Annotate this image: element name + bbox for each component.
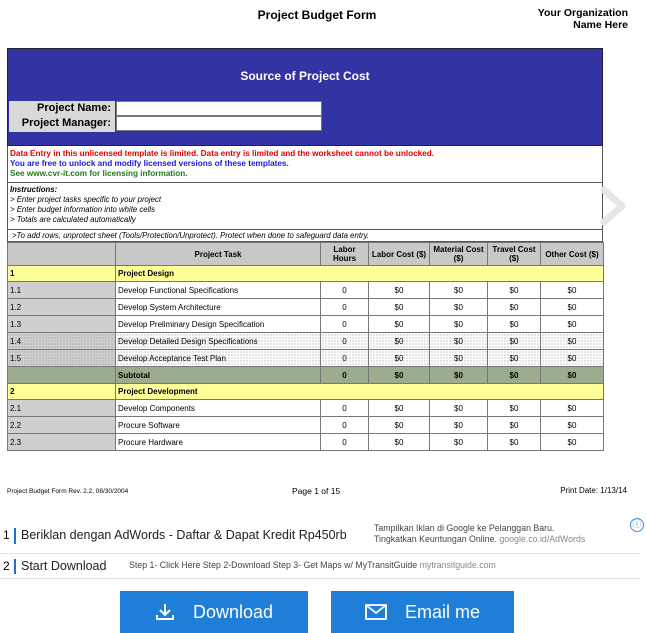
value-cell[interactable]: 0 — [321, 417, 369, 434]
row-number: 2.1 — [8, 400, 116, 417]
organization-name — [538, 7, 628, 31]
column-header-labor-cost: Labor Cost ($) — [369, 243, 430, 266]
value-cell: $0 — [430, 316, 488, 333]
column-header-task: Project Task — [116, 243, 321, 266]
ad-title-link[interactable]: Beriklan dengan AdWords - Daftar & Dapat Kredit Rp450rb — [21, 528, 347, 542]
value-cell: $0 — [541, 350, 604, 367]
notice-line-2: You are free to unlock and modify licensed versions of these templates. — [10, 159, 289, 168]
ad-number: 1 — [3, 528, 10, 542]
notice-line-3: See www.cvr-it.com for licensing information. — [10, 169, 188, 178]
table-row — [8, 316, 604, 333]
value-cell: $0 — [430, 333, 488, 350]
row-number: 1.5 — [8, 350, 116, 367]
row-number: 1.2 — [8, 299, 116, 316]
ad-number: 2 — [3, 559, 10, 573]
value-cell[interactable]: 0 — [321, 350, 369, 367]
project-name-label: Project Name: — [37, 102, 111, 114]
ad-title-link[interactable]: Start Download — [21, 559, 107, 573]
chevron-right-icon[interactable] — [598, 186, 628, 226]
section-name: Project Development — [116, 384, 604, 400]
table-row — [8, 400, 604, 417]
value-cell[interactable]: 0 — [321, 333, 369, 350]
task-name-cell[interactable]: Develop Detailed Design Specifications — [116, 333, 321, 350]
row-number: 2.3 — [8, 434, 116, 451]
row-number: 1.3 — [8, 316, 116, 333]
project-manager-label: Project Manager: — [21, 117, 111, 129]
section-number: 2 — [8, 384, 116, 400]
task-name-cell[interactable]: Procure Hardware — [116, 434, 321, 451]
table-header-row — [8, 243, 604, 266]
task-name-cell[interactable]: Procure Software — [116, 417, 321, 434]
mail-icon — [365, 604, 387, 620]
value-cell: $0 — [369, 316, 430, 333]
task-name-cell[interactable]: Develop Preliminary Design Specification — [116, 316, 321, 333]
value-cell[interactable]: 0 — [321, 400, 369, 417]
ad-item[interactable] — [0, 519, 640, 549]
task-name-cell[interactable]: Develop System Architecture — [116, 299, 321, 316]
ad-url[interactable]: google.co.id/AdWords — [499, 534, 586, 544]
table-row — [8, 434, 604, 451]
row-number: 2.2 — [8, 417, 116, 434]
email-button[interactable] — [331, 591, 514, 633]
notice-line-1: Data Entry in this unlicensed template is limited. Data entry is limited and the worksheet cannot be unlocked. — [10, 149, 435, 158]
value-cell: $0 — [488, 333, 541, 350]
value-cell: $0 — [369, 350, 430, 367]
value-cell: $0 — [369, 434, 430, 451]
value-cell: $0 — [488, 316, 541, 333]
task-name-cell[interactable]: Develop Components — [116, 400, 321, 417]
table-row — [8, 417, 604, 434]
ad-text-part: Tingkatkan Keuntungan Online. — [374, 534, 497, 544]
subtotal-label: Subtotal — [116, 367, 321, 384]
budget-table — [7, 242, 604, 451]
ad-item[interactable] — [0, 553, 640, 579]
ad-url[interactable]: mytransitguide.com — [419, 560, 496, 570]
value-cell: $0 — [488, 282, 541, 299]
value-cell[interactable]: 0 — [321, 299, 369, 316]
value-cell: $0 — [430, 400, 488, 417]
ad-divider — [14, 559, 16, 574]
section-number: 1 — [8, 266, 116, 282]
section-row-project-design — [8, 266, 604, 282]
download-button[interactable] — [120, 591, 308, 633]
value-cell: $0 — [541, 400, 604, 417]
column-header-other-cost: Other Cost ($) — [541, 243, 604, 266]
value-cell: $0 — [369, 333, 430, 350]
cell: $0 — [541, 367, 604, 384]
cell: $0 — [369, 367, 430, 384]
table-row — [8, 299, 604, 316]
value-cell: $0 — [430, 282, 488, 299]
budget-form — [7, 48, 603, 451]
task-name-cell[interactable]: Develop Functional Specifications — [116, 282, 321, 299]
ad-text — [374, 523, 585, 545]
ad-divider — [14, 528, 16, 544]
instructions-heading: Instructions: — [10, 185, 58, 194]
cell: $0 — [488, 367, 541, 384]
project-labels-box — [9, 101, 115, 132]
value-cell: $0 — [369, 282, 430, 299]
value-cell: $0 — [541, 282, 604, 299]
value-cell: $0 — [488, 299, 541, 316]
cell: 0 — [321, 367, 369, 384]
table-row — [8, 350, 604, 367]
section-name: Project Design — [116, 266, 604, 282]
value-cell: $0 — [488, 350, 541, 367]
table-row — [8, 282, 604, 299]
value-cell: $0 — [541, 316, 604, 333]
org-line-1: Your Organization — [537, 7, 628, 19]
ad-text-line: Tampilkan Iklan di Google ke Pelanggan Baru. — [374, 523, 555, 533]
band-title: Source of Project Cost — [240, 69, 370, 83]
row-number: 1.1 — [8, 282, 116, 299]
value-cell: $0 — [541, 333, 604, 350]
value-cell[interactable]: 0 — [321, 316, 369, 333]
org-line-2: Name Here — [573, 19, 628, 31]
ad-text — [129, 560, 496, 571]
instruction-item: > Totals are calculated automatically — [10, 215, 136, 224]
value-cell: $0 — [369, 400, 430, 417]
footer-print-date: Print Date: 1/13/14 — [560, 486, 627, 495]
footer-page-number: Page 1 of 15 — [292, 486, 341, 496]
value-cell: $0 — [488, 434, 541, 451]
column-header-material-cost: Material Cost ($) — [430, 243, 488, 266]
cell — [8, 367, 116, 384]
ad-text-part: Step 1- Click Here Step 2-Download Step 3- Get Maps w/ MyTransitGuide — [129, 560, 418, 570]
value-cell: $0 — [488, 417, 541, 434]
value-cell: $0 — [369, 299, 430, 316]
download-label: Download — [192, 601, 274, 622]
value-cell: $0 — [430, 417, 488, 434]
download-icon — [155, 602, 175, 622]
value-cell[interactable]: 0 — [321, 434, 369, 451]
value-cell: $0 — [541, 299, 604, 316]
task-name-cell[interactable]: Develop Acceptance Test Plan — [116, 350, 321, 367]
license-notice — [7, 146, 603, 182]
info-icon[interactable]: ⓘ — [630, 518, 644, 532]
value-cell: $0 — [488, 400, 541, 417]
row-number: 1.4 — [8, 333, 116, 350]
value-cell: $0 — [369, 417, 430, 434]
instructions — [7, 182, 603, 230]
footer-revision: Project Budget Form Rev. 2.2, 08/30/2004 — [7, 488, 129, 495]
protect-note: >To add rows, unprotect sheet (Tools/Protection/Unprotect). Protect when done to safeguard data entry. — [7, 230, 603, 242]
page-title: Project Budget Form — [257, 8, 377, 22]
ad-text-line — [374, 534, 585, 545]
subtotal-row — [8, 367, 604, 384]
value-cell: $0 — [541, 417, 604, 434]
column-header-labor-hours: Labor Hours — [321, 243, 369, 266]
table-row — [8, 333, 604, 350]
cell: $0 — [430, 367, 488, 384]
column-header — [8, 243, 116, 266]
value-cell: $0 — [430, 434, 488, 451]
project-manager-field[interactable] — [116, 116, 322, 131]
instruction-item: > Enter project tasks specific to your project — [10, 195, 162, 204]
value-cell: $0 — [541, 434, 604, 451]
section-row-project-development — [8, 384, 604, 400]
email-label: Email me — [404, 601, 480, 622]
value-cell: $0 — [430, 350, 488, 367]
instruction-item: > Enter budget information into white cells — [10, 205, 155, 214]
value-cell[interactable]: 0 — [321, 282, 369, 299]
column-header-travel-cost: Travel Cost ($) — [488, 243, 541, 266]
source-of-cost-band — [7, 48, 603, 146]
project-name-field[interactable] — [116, 101, 322, 116]
value-cell: $0 — [430, 299, 488, 316]
